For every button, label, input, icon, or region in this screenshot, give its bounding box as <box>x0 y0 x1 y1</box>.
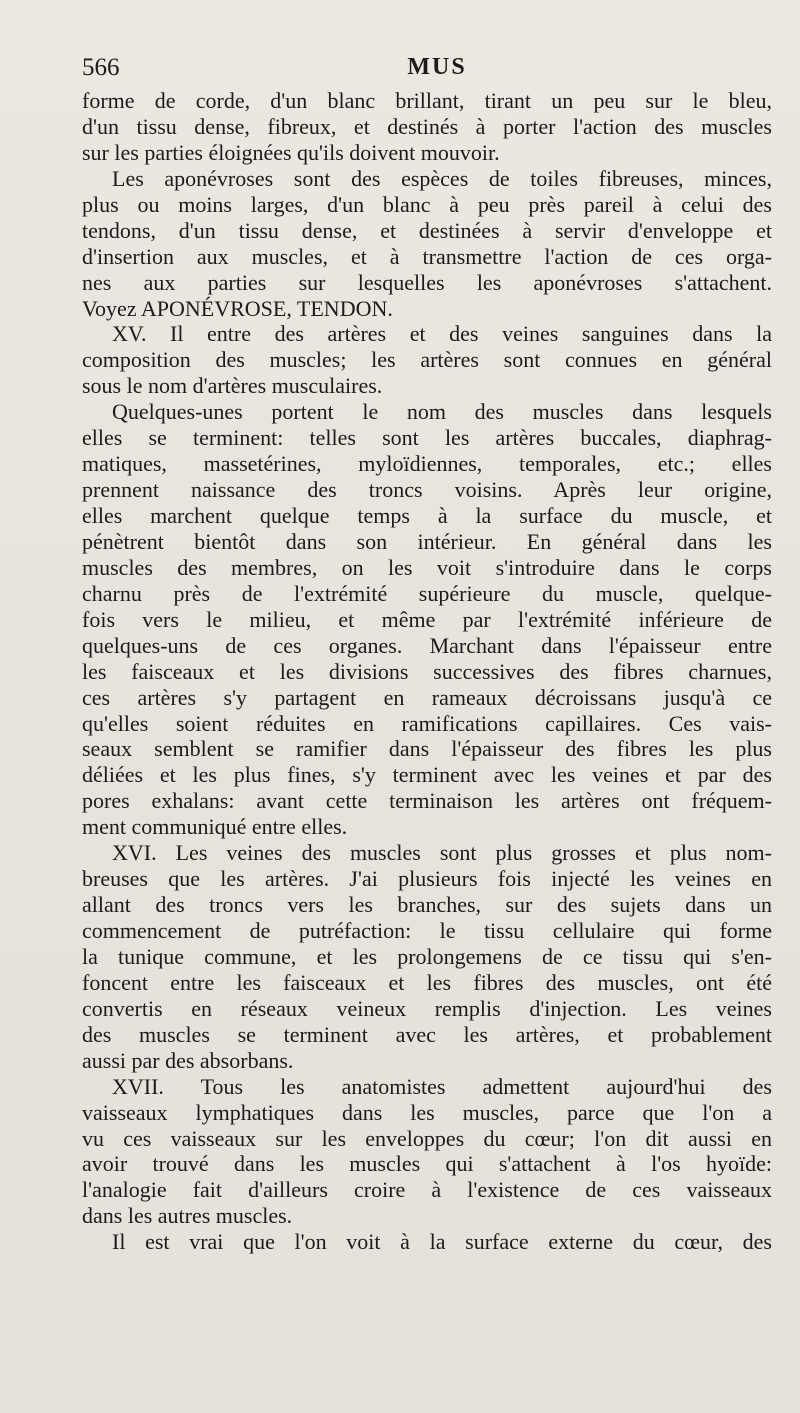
body-text <box>82 88 772 1255</box>
text-line: des muscles se terminent avec les artères, et probablement <box>82 1021 772 1047</box>
text-line: commencement de putréfaction: le tissu cellulaire qui forme <box>82 918 772 943</box>
text-line: la tunique commune, et les prolongemens de ce tissu qui s'en- <box>82 943 772 969</box>
text-line: qu'elles soient réduites en ramifications capillaires. Ces vais- <box>82 710 772 736</box>
text-line: pénètrent bientôt dans son intérieur. En général dans les <box>82 528 772 554</box>
text-line: seaux semblent se ramifier dans l'épaisseur des fibres les plus <box>82 736 772 762</box>
text-line: breuses que les artères. J'ai plusieurs fois injecté les veines en <box>82 866 772 892</box>
text-line: Il est vrai que l'on voit à la surface externe du cœur, des <box>112 1229 772 1255</box>
text-line: avoir trouvé dans les muscles qui s'attachent à l'os hyoïde: <box>82 1151 772 1177</box>
text-line: muscles des membres, on les voit s'introduire dans le corps <box>82 554 772 580</box>
text-line: XVII. Tous les anatomistes admettent aujourd'hui des <box>112 1073 772 1099</box>
text-line: fois vers le milieu, et même par l'extrémité inférieure de <box>82 606 772 632</box>
page-header <box>82 54 772 88</box>
text-line-cross-reference: Voyez APONÉVROSE, TENDON. <box>82 295 393 321</box>
text-line: XV. Il entre des artères et des veines sanguines dans la <box>112 321 772 347</box>
text-line: plus ou moins larges, d'un blanc à peu près pareil à celui des <box>82 191 772 217</box>
text-line: nes aux parties sur lesquelles les aponévroses s'attachent. <box>82 269 772 295</box>
text-line: déliées et les plus fines, s'y terminent avec les veines et par des <box>82 762 772 788</box>
text-line: forme de corde, d'un blanc brillant, tirant un peu sur le bleu, <box>82 88 772 113</box>
text-line: sur les parties éloignées qu'ils doivent mouvoir. <box>82 139 500 165</box>
text-line: sous le nom d'artères musculaires. <box>82 373 383 399</box>
text-line: pores exhalans: avant cette terminaison les artères ont fréquem- <box>82 788 772 814</box>
text-line: XVI. Les veines des muscles sont plus grosses et plus nom- <box>112 840 772 866</box>
text-line: l'analogie fait d'ailleurs croire à l'existence de ces vaisseaux <box>82 1177 772 1203</box>
text-line: allant des troncs vers les branches, sur des sujets dans un <box>82 892 772 918</box>
text-line: Les aponévroses sont des espèces de toiles fibreuses, minces, <box>112 165 772 191</box>
text-line: tendons, d'un tissu dense, et destinées à servir d'enveloppe et <box>82 217 772 243</box>
text-line: Quelques-unes portent le nom des muscles dans lesquels <box>112 399 772 425</box>
text-line: d'un tissu dense, fibreux, et destinés à porter l'action des muscles <box>82 113 772 139</box>
text-line: vu ces vaisseaux sur les enveloppes du cœur; l'on dit aussi en <box>82 1125 772 1151</box>
page-number: 566 <box>82 54 120 81</box>
text-line: les faisceaux et les divisions successives des fibres charnues, <box>82 658 772 684</box>
text-line: prennent naissance des troncs voisins. Après leur origine, <box>82 477 772 503</box>
running-head: MUS <box>407 54 467 80</box>
text-line: charnu près de l'extrémité supérieure du muscle, quelque- <box>82 580 772 606</box>
text-line: ces artères s'y partagent en rameaux décroissans jusqu'à ce <box>82 684 772 710</box>
text-line: composition des muscles; les artères sont connues en général <box>82 347 772 373</box>
text-line: matiques, massetérines, myloïdiennes, temporales, etc.; elles <box>82 451 772 477</box>
text-line: quelques-uns de ces organes. Marchant dans l'épaisseur entre <box>82 632 772 658</box>
text-line: elles se terminent: telles sont les artères buccales, diaphrag- <box>82 425 772 451</box>
text-line: d'insertion aux muscles, et à transmettre l'action de ces orga- <box>82 243 772 269</box>
text-line: ment communiqué entre elles. <box>82 814 348 840</box>
text-line: vaisseaux lymphatiques dans les muscles, parce que l'on a <box>82 1099 772 1125</box>
text-line: dans les autres muscles. <box>82 1203 293 1229</box>
text-line: convertis en réseaux veineux remplis d'injection. Les veines <box>82 995 772 1021</box>
text-line: elles marchent quelque temps à la surface du muscle, et <box>82 503 772 528</box>
text-line: foncent entre les faisceaux et les fibres des muscles, ont été <box>82 969 772 995</box>
text-line: aussi par des absorbans. <box>82 1047 294 1073</box>
